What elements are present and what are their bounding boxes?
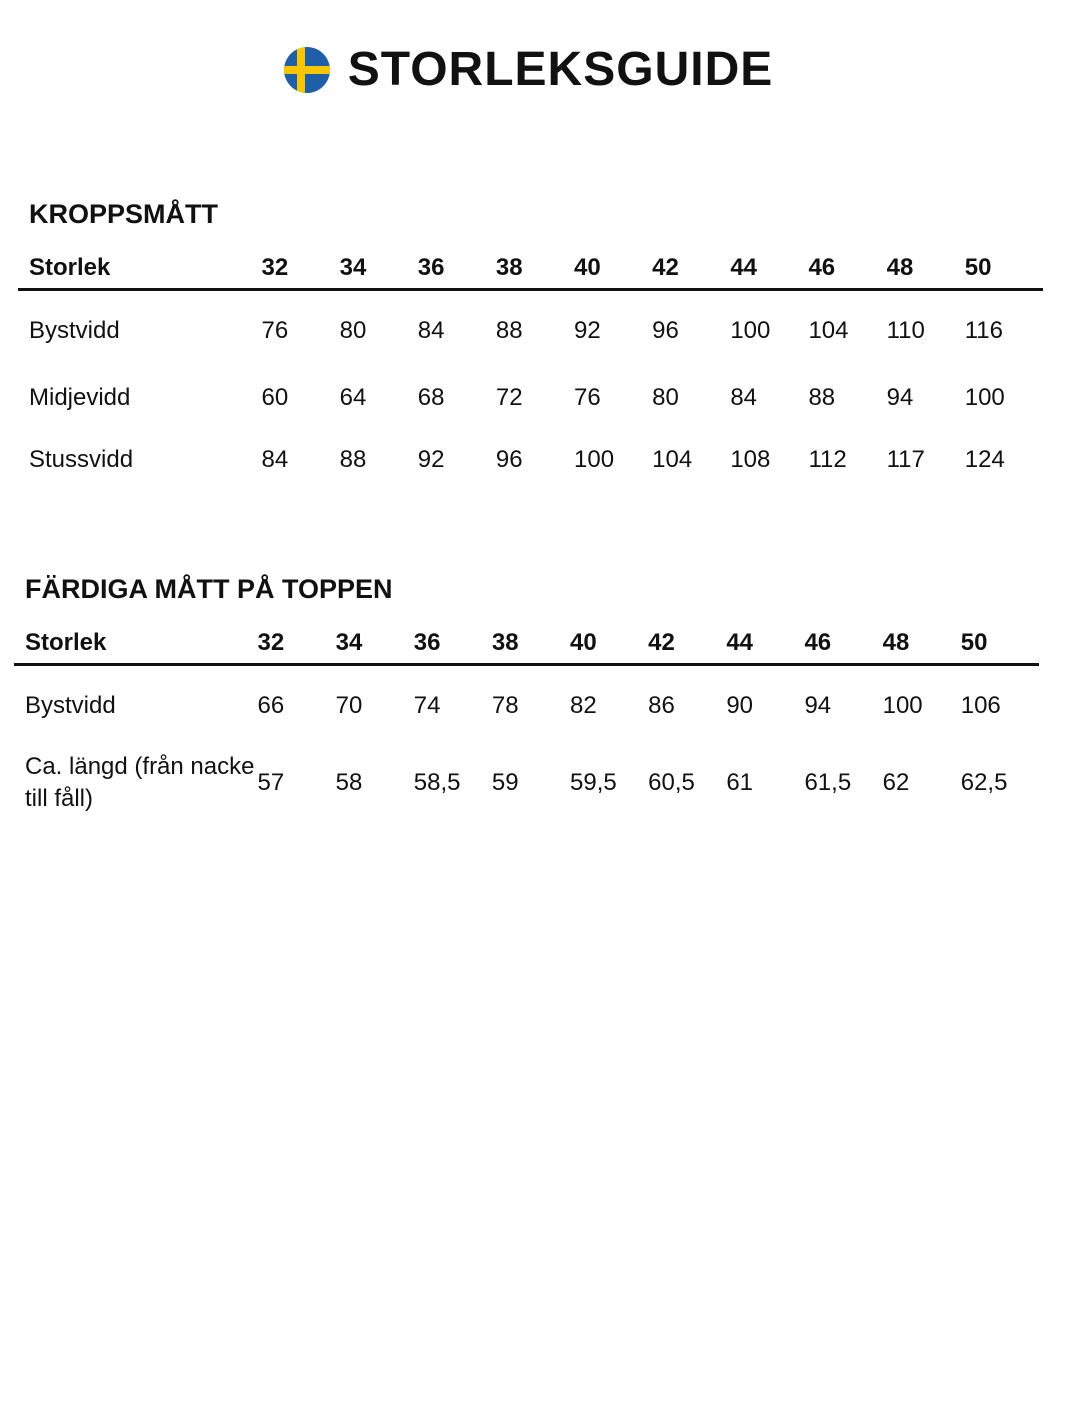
- table-cell: 124: [964, 446, 1005, 473]
- size-header: 38: [492, 623, 570, 665]
- body-measurements-section: [18, 196, 1048, 491]
- table-cell: 104: [808, 317, 849, 344]
- table-cell: 112: [808, 446, 847, 473]
- row-label: Midjevidd: [29, 384, 131, 411]
- table-row: [14, 742, 1039, 824]
- table-row: [18, 367, 1043, 429]
- table-cell: 58,5: [413, 769, 461, 796]
- page-title: STORLEKSGUIDE: [347, 43, 774, 96]
- header-label: Storlek: [18, 248, 261, 290]
- section-title: FÄRDIGA MÅTT PÅ TOPPEN: [25, 574, 393, 604]
- table-cell: 61: [726, 769, 754, 796]
- table-cell: 84: [730, 384, 758, 411]
- row-label: Ca. längd (från nacke till fåll): [25, 753, 255, 812]
- table-cell: 84: [417, 317, 445, 344]
- table-cell: 88: [339, 446, 367, 473]
- row-label: Bystvidd: [25, 692, 116, 719]
- table-cell: 117: [886, 446, 925, 473]
- table-cell: 72: [495, 384, 523, 411]
- page-header: [0, 40, 1065, 100]
- swedish-flag-icon: [284, 47, 330, 93]
- table-row: [14, 665, 1039, 743]
- table-cell: 90: [726, 692, 754, 719]
- table-cell: 94: [886, 384, 914, 411]
- row-label: Bystvidd: [29, 317, 120, 344]
- table-cell: 80: [652, 384, 679, 411]
- table-cell: 110: [886, 317, 925, 344]
- size-header: 40: [574, 248, 652, 290]
- table-cell: 116: [964, 317, 1003, 344]
- size-header: 32: [261, 248, 339, 290]
- table-header-row: [14, 623, 1039, 665]
- table-cell: 76: [261, 317, 289, 344]
- size-header: 48: [887, 248, 965, 290]
- table-cell: 86: [648, 692, 675, 719]
- size-header: 44: [726, 623, 804, 665]
- size-header: 50: [965, 248, 1043, 290]
- table-row: [18, 290, 1043, 368]
- table-cell: 88: [808, 384, 836, 411]
- size-header: 46: [804, 623, 882, 665]
- size-header: 34: [340, 248, 418, 290]
- body-measurements-table: [18, 248, 1043, 491]
- table-cell: 78: [491, 692, 519, 719]
- finished-measurements-table: [14, 623, 1039, 824]
- table-cell: 84: [261, 446, 289, 473]
- table-header-row: [18, 248, 1043, 290]
- table-cell: 88: [495, 317, 523, 344]
- section-title: KROPPSMÅTT: [29, 199, 218, 229]
- size-header: 50: [961, 623, 1039, 665]
- table-cell: 108: [730, 446, 771, 473]
- table-cell: 94: [804, 692, 832, 719]
- table-cell: 60: [261, 384, 289, 411]
- table-cell: 58: [335, 769, 363, 796]
- table-cell: 68: [417, 384, 445, 411]
- finished-measurements-section: [14, 571, 1044, 824]
- table-cell: 62,5: [960, 769, 1008, 796]
- table-cell: 74: [413, 692, 441, 719]
- table-cell: 76: [574, 384, 601, 411]
- size-header: 36: [414, 623, 492, 665]
- table-cell: 92: [574, 317, 601, 344]
- table-cell: 57: [257, 769, 285, 796]
- table-cell: 92: [417, 446, 445, 473]
- size-header: 38: [496, 248, 574, 290]
- table-cell: 59: [491, 769, 519, 796]
- table-cell: 80: [339, 317, 367, 344]
- table-cell: 61,5: [804, 769, 852, 796]
- table-cell: 96: [495, 446, 523, 473]
- size-header: 42: [648, 623, 726, 665]
- table-cell: 100: [730, 317, 771, 344]
- table-cell: 100: [882, 692, 923, 719]
- size-header: 42: [652, 248, 730, 290]
- table-cell: 59,5: [570, 769, 617, 796]
- table-cell: 62: [882, 769, 910, 796]
- table-cell: 100: [574, 446, 615, 473]
- table-row: [18, 429, 1043, 491]
- table-cell: 82: [570, 692, 597, 719]
- header-label: Storlek: [14, 623, 257, 665]
- size-header: 46: [808, 248, 886, 290]
- size-header: 48: [883, 623, 961, 665]
- table-cell: 64: [339, 384, 367, 411]
- table-cell: 100: [964, 384, 1005, 411]
- size-header: 40: [570, 623, 648, 665]
- row-label: Stussvidd: [29, 446, 134, 473]
- size-header: 36: [418, 248, 496, 290]
- size-header: 32: [257, 623, 335, 665]
- table-cell: 96: [652, 317, 679, 344]
- table-cell: 60,5: [648, 769, 695, 796]
- size-header: 34: [336, 623, 414, 665]
- table-cell: 104: [652, 446, 693, 473]
- table-cell: 106: [960, 692, 1001, 719]
- table-cell: 66: [257, 692, 285, 719]
- table-cell: 70: [335, 692, 363, 719]
- size-header: 44: [730, 248, 808, 290]
